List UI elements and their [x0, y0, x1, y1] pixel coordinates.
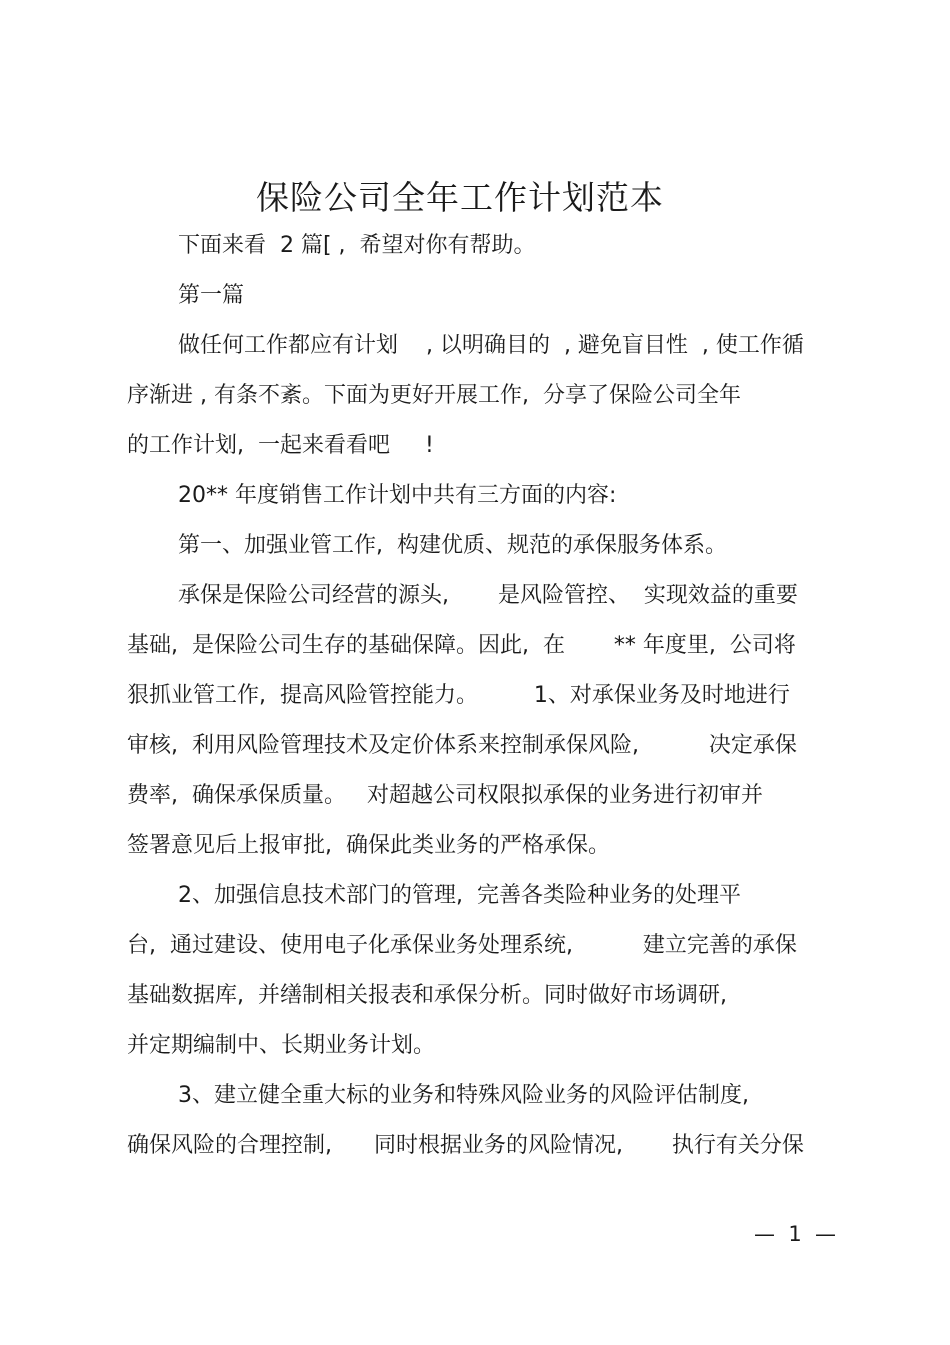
- text-line: 第一篇: [178, 283, 245, 308]
- text-line: 确保风险的合理控制, 同时根据业务的风险情况, 执行有关分保: [127, 1133, 804, 1158]
- document-title: 保险公司全年工作计划范本: [256, 178, 664, 217]
- text-line: 3、建立健全重大标的业务和特殊风险业务的风险评估制度,: [178, 1083, 749, 1108]
- page-number: — 1 —: [754, 1222, 837, 1246]
- text-line: 的工作计划, 一起来看看吧 !: [127, 433, 434, 458]
- text-line: 做任何工作都应有计划 , 以明确目的 , 避免盲目性 , 使工作循: [178, 333, 804, 358]
- text-line: 并定期编制中、长期业务计划。: [127, 1033, 436, 1058]
- text-line: 下面来看 2 篇[ , 希望对你有帮助。: [178, 233, 536, 258]
- text-line: 承保是保险公司经营的源头, 是风险管控、 实现效益的重要: [178, 583, 798, 608]
- text-line: 台, 通过建设、使用电子化承保业务处理系统, 建立完善的承保: [127, 933, 797, 958]
- text-line: 序渐进 , 有条不紊。下面为更好开展工作, 分享了保险公司全年: [127, 383, 741, 408]
- text-line: 狠抓业管工作, 提高风险管控能力。 1、对承保业务及时地进行: [127, 683, 790, 708]
- text-line: 基础, 是保险公司生存的基础保障。因此, 在 ** 年度里, 公司将: [127, 633, 796, 658]
- text-line: 签署意见后上报审批, 确保此类业务的严格承保。: [127, 833, 610, 858]
- text-line: 审核, 利用风险管理技术及定价体系来控制承保风险, 决定承保: [127, 733, 797, 758]
- text-line: 20** 年度销售工作计划中共有三方面的内容:: [178, 483, 617, 508]
- text-line: 费率, 确保承保质量。 对超越公司权限拟承保的业务进行初审并: [127, 783, 763, 808]
- text-line: 第一、加强业管工作, 构建优质、规范的承保服务体系。: [178, 533, 727, 558]
- text-line: 基础数据库, 并缮制相关报表和承保分析。同时做好市场调研,: [127, 983, 727, 1008]
- text-line: 2、加强信息技术部门的管理, 完善各类险种业务的处理平: [178, 883, 741, 908]
